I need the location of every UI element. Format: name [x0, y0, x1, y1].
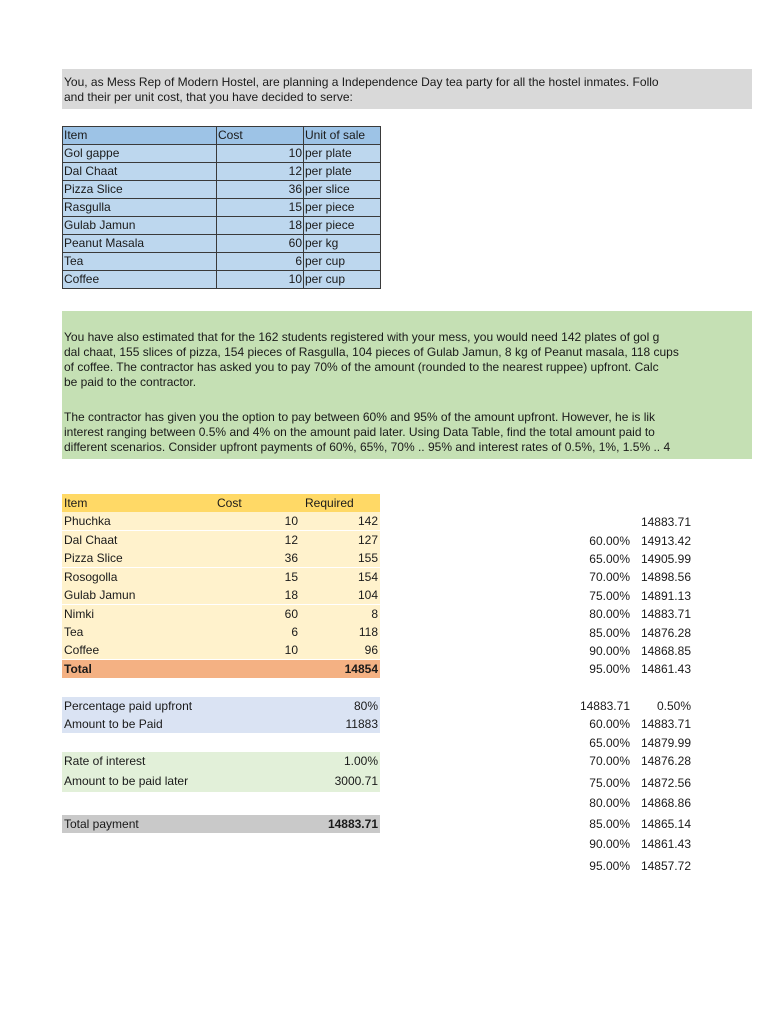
cost-cell[interactable]: 15	[284, 570, 298, 584]
table-row	[62, 549, 380, 567]
unit-cell[interactable]: per cup	[304, 271, 381, 289]
table-row	[62, 586, 380, 604]
unit-cell[interactable]: per cup	[304, 253, 381, 271]
price-table	[62, 126, 381, 289]
paid-value[interactable]: 11883	[345, 717, 378, 731]
table-row	[63, 217, 381, 235]
data-table-1-value[interactable]: 14876.28	[640, 626, 691, 640]
data-table-2-value[interactable]: 14857.72	[640, 859, 691, 873]
price-table-header	[63, 127, 381, 145]
cost-cell[interactable]: 6	[217, 253, 304, 271]
cost-cell[interactable]: 60	[217, 235, 304, 253]
data-table-1-percent[interactable]: 70.00%	[589, 570, 630, 584]
data-table-2-percent[interactable]: 60.00%	[589, 717, 630, 731]
problem-line: be paid to the contractor.	[64, 375, 197, 389]
required-cell[interactable]: 142	[357, 514, 378, 528]
item-cell[interactable]: Pizza Slice	[64, 551, 123, 565]
header-item[interactable]: Item	[64, 496, 88, 510]
paid-label[interactable]: Amount to be Paid	[64, 717, 163, 731]
data-table-2-percent[interactable]: 85.00%	[589, 817, 630, 831]
table-row	[63, 235, 381, 253]
data-table-1-percent[interactable]: 90.00%	[589, 644, 630, 658]
data-table-2-percent[interactable]: 65.00%	[589, 736, 630, 750]
table-row	[62, 605, 380, 623]
rate-row	[62, 752, 380, 770]
paid-row	[62, 715, 380, 733]
cost-cell[interactable]: 10	[217, 271, 304, 289]
unit-cell[interactable]: per plate	[304, 145, 381, 163]
data-table-1-value[interactable]: 14883.71	[640, 607, 691, 621]
table-row	[63, 271, 381, 289]
cost-cell[interactable]: 60	[284, 607, 298, 621]
required-cell[interactable]: 104	[357, 588, 378, 602]
total-value[interactable]: 14854	[344, 662, 378, 676]
cost-cell[interactable]: 6	[291, 625, 298, 639]
data-table-1-percent[interactable]: 80.00%	[589, 607, 630, 621]
data-table-1-value[interactable]: 14868.85	[640, 644, 691, 658]
cost-cell[interactable]: 12	[217, 163, 304, 181]
data-table-2-percent[interactable]: 90.00%	[589, 837, 630, 851]
cost-cell[interactable]: 18	[284, 588, 298, 602]
upfront-value[interactable]: 80%	[353, 699, 378, 713]
problem-text-block	[62, 311, 752, 459]
problem-line: different scenarios. Consider upfront payments of 60%, 65%, 70% .. 95% and interest rates of 0.5%, 1%, 1.5% .. 4	[64, 440, 671, 454]
required-cell[interactable]: 118	[358, 625, 378, 639]
header-required[interactable]: Required	[305, 496, 354, 510]
cost-cell[interactable]: 18	[217, 217, 304, 235]
table-row	[62, 512, 380, 530]
data-table-2-value[interactable]: 14876.28	[640, 754, 691, 768]
data-table-1-corner[interactable]: 14883.71	[640, 515, 691, 529]
data-table-2-value[interactable]: 14865.14	[640, 817, 691, 831]
data-table-1-value[interactable]: 14891.13	[640, 589, 691, 603]
total-payment-row	[62, 815, 380, 833]
data-table-1-percent[interactable]: 60.00%	[589, 534, 630, 548]
data-table-1-percent[interactable]: 85.00%	[589, 626, 630, 640]
cost-cell[interactable]: 10	[284, 514, 298, 528]
total-label[interactable]: Total	[64, 662, 92, 676]
data-table-2-value[interactable]: 14861.43	[640, 837, 691, 851]
required-cell[interactable]: 8	[371, 607, 378, 621]
item-cell[interactable]: Gulab Jamun	[64, 588, 136, 602]
data-table-2-percent[interactable]: 95.00%	[589, 859, 630, 873]
item-cell[interactable]: Phuchka	[64, 514, 111, 528]
data-table-1-percent[interactable]: 75.00%	[589, 589, 630, 603]
required-cell[interactable]: 96	[364, 643, 378, 657]
item-cell[interactable]: Rasgulla	[63, 199, 217, 217]
problem-line: You have also estimated that for the 162 students registered with your mess, you would need 142 plates of gol g	[64, 330, 660, 344]
item-cell[interactable]: Dal Chaat	[63, 163, 217, 181]
rate-value[interactable]: 1.00%	[343, 754, 378, 768]
item-cell[interactable]: Rosogolla	[64, 570, 118, 584]
item-cell[interactable]: Pizza Slice	[63, 181, 217, 199]
total-payment-value[interactable]: 14883.71	[327, 817, 378, 831]
header-cost[interactable]: Cost	[217, 496, 242, 510]
unit-cell[interactable]: per piece	[304, 217, 381, 235]
unit-cell[interactable]: per slice	[304, 181, 381, 199]
item-cell[interactable]: Tea	[63, 253, 217, 271]
intro-text-block	[62, 69, 752, 109]
item-cell[interactable]: Nimki	[64, 607, 94, 621]
data-table-2-percent[interactable]: 70.00%	[589, 754, 630, 768]
item-cell[interactable]: Peanut Masala	[63, 235, 217, 253]
table-row	[62, 568, 380, 586]
header-cost[interactable]: Cost	[217, 127, 304, 145]
data-table-2-value[interactable]: 14872.56	[640, 776, 691, 790]
data-table-1-value[interactable]: 14905.99	[640, 552, 691, 566]
data-table-2-percent[interactable]: 80.00%	[589, 796, 630, 810]
table-row	[63, 253, 381, 271]
unit-cell[interactable]: per plate	[304, 163, 381, 181]
intro-line: You, as Mess Rep of Modern Hostel, are planning a Independence Day tea party for all the hostel inmates. Follo	[64, 75, 659, 89]
item-cell[interactable]: Coffee	[64, 643, 100, 657]
item-cell[interactable]: Dal Chaat	[64, 533, 118, 547]
cost-cell[interactable]: 36	[284, 551, 298, 565]
problem-line: interest ranging between 0.5% and 4% on the amount paid later. Using Data Table, find the total amount paid to	[64, 425, 655, 439]
later-label[interactable]: Amount to be paid later	[64, 774, 189, 788]
order-header	[62, 494, 380, 512]
cost-cell[interactable]: 10	[217, 145, 304, 163]
required-cell[interactable]: 154	[357, 570, 378, 584]
data-table-2-corner[interactable]: 14883.71	[579, 699, 630, 713]
cost-cell[interactable]: 10	[284, 643, 298, 657]
problem-line: The contractor has given you the option to pay between 60% and 95% of the amount upfront. However, he is lik	[64, 410, 656, 424]
rate-label[interactable]: Rate of interest	[64, 754, 146, 768]
total-row	[62, 660, 380, 678]
later-value[interactable]: 3000.71	[334, 774, 378, 788]
cost-cell[interactable]: 36	[217, 181, 304, 199]
table-row	[63, 199, 381, 217]
cost-cell[interactable]: 15	[217, 199, 304, 217]
upfront-label[interactable]: Percentage paid upfront	[64, 699, 193, 713]
problem-line: dal chaat, 155 slices of pizza, 154 pieces of Rasgulla, 104 pieces of Gulab Jamun, 8 kg of Peanut masala, 118 cups	[64, 345, 679, 359]
data-table-1-value[interactable]: 14861.43	[640, 662, 691, 676]
data-table-2-value[interactable]: 14868.86	[640, 796, 691, 810]
upfront-row	[62, 697, 380, 715]
table-row	[62, 623, 380, 641]
table-row	[63, 145, 381, 163]
unit-cell[interactable]: per kg	[304, 235, 381, 253]
later-row	[62, 770, 380, 792]
required-cell[interactable]: 155	[357, 551, 378, 565]
data-table-1-percent[interactable]: 95.00%	[589, 662, 630, 676]
data-table-2-rate[interactable]: 0.50%	[656, 699, 691, 713]
intro-line: and their per unit cost, that you have decided to serve:	[64, 90, 353, 104]
data-table-2-value[interactable]: 14879.99	[640, 736, 691, 750]
table-row	[62, 641, 380, 659]
data-table-1-value[interactable]: 14898.56	[640, 570, 691, 584]
required-cell[interactable]: 127	[357, 533, 378, 547]
table-row	[62, 531, 380, 549]
header-item[interactable]: Item	[63, 127, 217, 145]
item-cell[interactable]: Gol gappe	[63, 145, 217, 163]
item-cell[interactable]: Tea	[64, 625, 84, 639]
data-table-1-value[interactable]: 14913.42	[640, 534, 691, 548]
data-table-1-percent[interactable]: 65.00%	[589, 552, 630, 566]
unit-cell[interactable]: per piece	[304, 199, 381, 217]
cost-cell[interactable]: 12	[284, 533, 298, 547]
table-row	[63, 163, 381, 181]
data-table-2-percent[interactable]: 75.00%	[589, 776, 630, 790]
data-table-2-value[interactable]: 14883.71	[640, 717, 691, 731]
table-row	[63, 181, 381, 199]
problem-line: of coffee. The contractor has asked you to pay 70% of the amount (rounded to the nearest ruppee) upfront. Calc	[64, 360, 659, 374]
item-cell[interactable]: Gulab Jamun	[63, 217, 217, 235]
header-unit[interactable]: Unit of sale	[304, 127, 381, 145]
total-payment-label[interactable]: Total payment	[64, 817, 139, 831]
item-cell[interactable]: Coffee	[63, 271, 217, 289]
